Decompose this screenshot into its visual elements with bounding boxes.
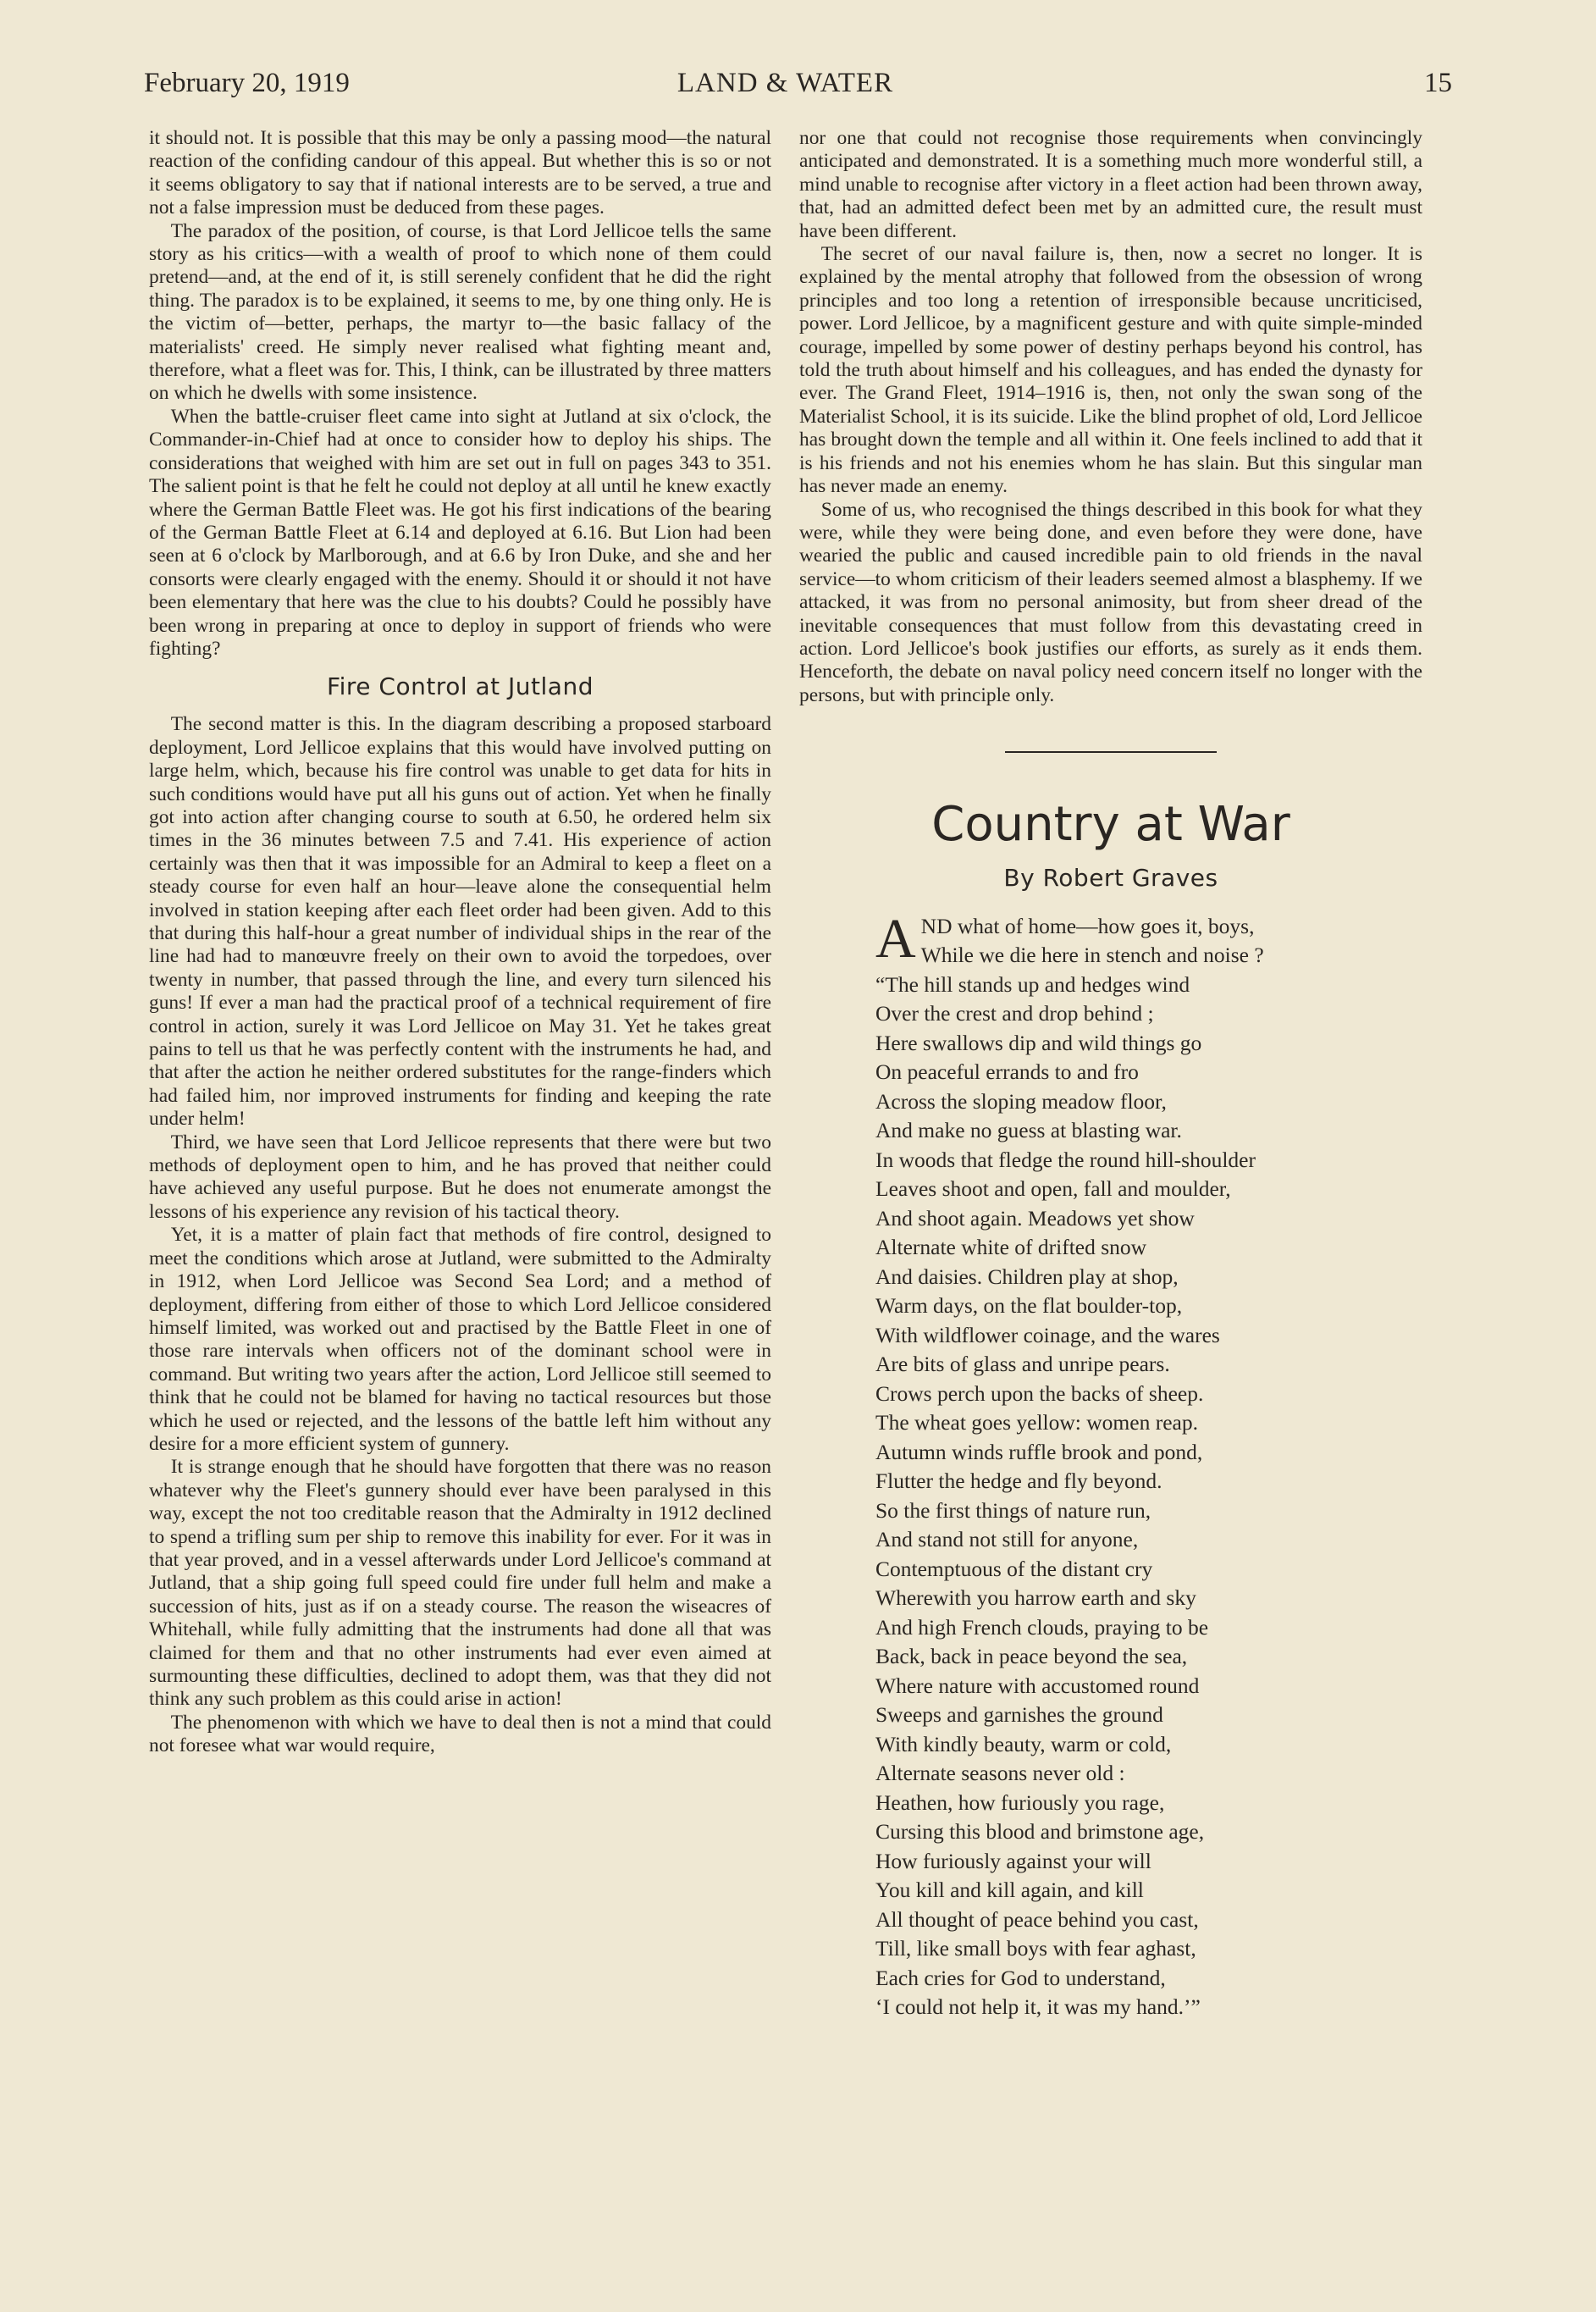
poem-line: And shoot again. Meadows yet show xyxy=(875,1205,1195,1231)
poem-line: While we die here in stench and noise ? xyxy=(920,943,1264,968)
paragraph: The phenomenon with which we have to deal then is not a mind that could not foresee what war would require, xyxy=(149,1711,771,1757)
poem-line: In woods that fledge the round hill-shoulder xyxy=(875,1147,1256,1172)
poem-line: Till, like small boys with fear aghast, xyxy=(875,1936,1196,1961)
poem-line: With wildflower coinage, and the wares xyxy=(875,1322,1220,1347)
poem-line: How furiously against your will xyxy=(875,1848,1151,1873)
paragraph: nor one that could not recognise those requirements when convincingly anticipated and demonstrated. It is a something much more wonderful still, a mind unable to recognise after victory in a fleet action had been thrown away, that, had an admitted defect been met by an admitted cure, the result must have been different. xyxy=(799,127,1422,242)
poem-line: Wherewith you harrow earth and sky xyxy=(875,1585,1196,1611)
poem-line: With kindly beauty, warm or cold, xyxy=(875,1731,1172,1756)
poem-line: Warm days, on the flat boulder-top, xyxy=(875,1293,1183,1319)
poem-line: And daisies. Children play at shop, xyxy=(875,1264,1179,1289)
poem-line: Crows perch upon the backs of sheep. xyxy=(875,1380,1204,1406)
paragraph: Third, we have seen that Lord Jellicoe represents that there were but two methods of deployment open to him, and he has proved that neither could have achieved any useful purpose. But he does not enumerate amongst the lessons of his experience any revision of his tactical theory. xyxy=(149,1131,771,1223)
poem-line: Heathen, how furiously you rage, xyxy=(875,1789,1165,1815)
poem-line: Alternate white of drifted snow xyxy=(875,1235,1147,1260)
paragraph: it should not. It is possible that this may be only a passing mood—the natural reaction of the confiding candour of this appeal. But whether this is so or not it seems obligatory to say that if national interests are to be served, a true and not a false impression must be deduced from these pages. xyxy=(149,127,771,219)
poem-line: Here swallows dip and wild things go xyxy=(875,1030,1202,1055)
poem-title: Country at War xyxy=(931,797,1290,853)
poem-line: And stand not still for anyone, xyxy=(875,1527,1139,1552)
paragraph: When the battle-cruiser fleet came into sight at Jutland at six o'clock, the Commander-in-Chief had at once to consider how to deploy his ships. The considerations that weighed with him are set out in full on pages 343 to 351. The salient point is that he felt he could not deploy at all until he knew exactly where the German Battle Fleet was. He got his first indications of the bearing of the German Battle Fleet at 6.14 and deployed at 6.16. But Lion had been seen at 6 o'clock by Marlborough, and at 6.6 by Iron Duke, and she and her consorts were clearly engaged with the enemy. Should it or should it not have been elementary that here was the clue to his doubts? Could he possibly have been wrong in preparing at once to deploy in support of friends who were fighting? xyxy=(149,405,771,660)
running-header xyxy=(144,68,1452,110)
poem-line: Cursing this blood and brimstone age, xyxy=(875,1819,1205,1845)
poem-line: The wheat goes yellow: women reap. xyxy=(875,1410,1198,1435)
poem-line: Over the crest and drop behind ; xyxy=(875,1001,1154,1026)
poem-line: Sweeps and garnishes the ground xyxy=(875,1702,1163,1728)
paragraph: The secret of our naval failure is, then, now a secret no longer. It is explained by the mental atrophy that followed from the obsession of wrong principles and too long a retention of irresponsible because uncriticised, power. Lord Jellicoe, by a magnificent gesture and with quite simple-minded courage, impelled by some power of destiny perhaps beyond his control, has told the truth about himself and his colleagues, and has ended the dynasty for ever. The Grand Fleet, 1914–1916 is, then, not only the swan song of the Materialist School, it is its suicide. Like the blind prophet of old, Lord Jellicoe has brought down the temple and all within it. One feels inclined to add that it is his friends and not his enemies whom he has slain. But this singular man has never made an enemy. xyxy=(799,243,1422,498)
paragraph: The second matter is this. In the diagram describing a proposed starboard deployment, Lord Jellicoe explains that this would have involved putting on large helm, which, because his fire control was unable to get data for hits in such conditions would have put all his guns out of action. Yet when he finally got into action after changing course to south at 6.50, he ordered helm six times in the 36 minutes between 7.5 and 7.41. His experience of action certainly was then that it was impossible for an Admiral to keep a fleet on a steady course for even half an hour—leave alone the consequential helm involved in station keeping after each fleet order had been given. Add to this that during this half-hour a great number of individual ships in the rear of the line had had to manœuvre freely on their own to avoid the torpedoes, over twenty in number, that passed through the line, and every turn silenced his guns! If ever a man had the practical proof of a technical requirement of fire control in action, surely it was Lord Jellicoe on May 31. Yet he takes great pains to tell us that he was perfectly content with the instruments he had, and that after the action he neither ordered substitutes for the range-finders which had failed him, nor improved instruments for finding and keeping the rate under helm! xyxy=(149,713,771,1131)
poem-line: You kill and kill again, and kill xyxy=(875,1878,1144,1903)
paragraph: It is strange enough that he should have forgotten that there was no reason whatever why the Fleet's gunnery should ever have been paralysed in this way, except the not too creditable reason that the Admiralty in 1912 declined to spend a trifling sum per ship to remove this inability for ever. For it was in that year proved, and in a vessel afterwards under Lord Jellicoe's command at Jutland, that a ship going full speed could fire under full helm and make a succession of hits, just as if on a steady course. The reason the wiseacres of Whitehall, while fully admitting that the instruments had done all that was claimed for them and that no other instruments had ever even aimed at surmounting these difficulties, declined to adopt them, was that they did not think any such problem as this could arise in action! xyxy=(149,1456,771,1711)
poem-line: Each cries for God to understand, xyxy=(875,1965,1166,1990)
poem-line: All thought of peace behind you cast, xyxy=(875,1906,1199,1932)
poem-line: On peaceful errands to and fro xyxy=(875,1059,1139,1085)
left-column xyxy=(149,127,771,1758)
poem-line: And make no guess at blasting war. xyxy=(875,1118,1182,1143)
poem-line: So the first things of nature run, xyxy=(875,1497,1151,1523)
paragraph: Some of us, who recognised the things described in this book for what they were, while they were being done, and even before they were done, have wearied the public and caused incredible pain to old friends in the naval service—to whom criticism of their leaders seemed almost a blasphemy. If we attacked, it was from no personal animosity, but from sheer dread of the inevitable consequences that must follow from this devastating creed in action. Lord Jellicoe's book justifies our efforts, as surely as it ends them. Henceforth, the debate on naval policy need concern itself no longer with the persons, but with principle only. xyxy=(799,498,1422,706)
poem-line: Are bits of glass and unripe pears. xyxy=(875,1352,1170,1377)
paragraph: The paradox of the position, of course, is that Lord Jellicoe tells the same story as his critics—with a wealth of proof to which none of them could pretend—and, at the end of it, is still serenely confident that he did the right thing. The paradox is to be explained, it seems to me, by one thing only. He is the victim of—better, perhaps, the martyr to—the basic fallacy of the materialists' creed. He simply never realised what fighting meant and, therefore, what a fleet was for. This, I think, can be illustrated by three matters on which he dwells with some insistence. xyxy=(149,219,771,405)
poem-line: Back, back in peace beyond the sea, xyxy=(875,1644,1188,1669)
publication-title: LAND & WATER xyxy=(677,68,894,98)
poem-line: Alternate seasons never old : xyxy=(875,1761,1125,1786)
issue-date: February 20, 1919 xyxy=(144,68,350,98)
poem-body xyxy=(875,907,1422,2022)
section-divider xyxy=(1005,751,1217,753)
right-column xyxy=(799,127,1422,2022)
poem-line: Leaves shoot and open, fall and moulder, xyxy=(875,1176,1231,1202)
drop-cap: A xyxy=(875,907,916,970)
poem-line: Autumn winds ruffle brook and pond, xyxy=(875,1439,1203,1464)
paragraph: Yet, it is a matter of plain fact that methods of fire control, designed to meet the conditions which arose at Jutland, were submitted to the Admiralty in 1912, when Lord Jellicoe was Second Sea Lord; and a method of deployment, differing from either of those to which Lord Jellicoe considered himself limited, was worked out and practised by the Battle Fleet in one of those rare intervals when officers not of the dominant school were in command. But writing two years after the action, Lord Jellicoe still seemed to think that he could not be blamed for having no tactical resources but those which he used or rejected, and the lessons of the battle left him without any desire for a more efficient system of gunnery. xyxy=(149,1224,771,1455)
poem-author: By Robert Graves xyxy=(1003,864,1218,893)
poem-line-text: ND what of home—how goes it, boys, xyxy=(920,913,1255,938)
poem-line: Contemptuous of the distant cry xyxy=(875,1556,1153,1581)
poem-line: Flutter the hedge and fly beyond. xyxy=(875,1469,1162,1494)
poem-line: Where nature with accustomed round xyxy=(875,1673,1200,1698)
page-number: 15 xyxy=(1424,68,1452,98)
section-heading: Fire Control at Jutland xyxy=(327,672,594,701)
poem-line: And high French clouds, praying to be xyxy=(875,1614,1209,1640)
poem-line: Across the sloping meadow floor, xyxy=(875,1088,1167,1114)
poem-line: “The hill stands up and hedges wind xyxy=(875,971,1190,997)
poem-line: ‘I could not help it, it was my hand.’” xyxy=(875,1994,1201,2020)
